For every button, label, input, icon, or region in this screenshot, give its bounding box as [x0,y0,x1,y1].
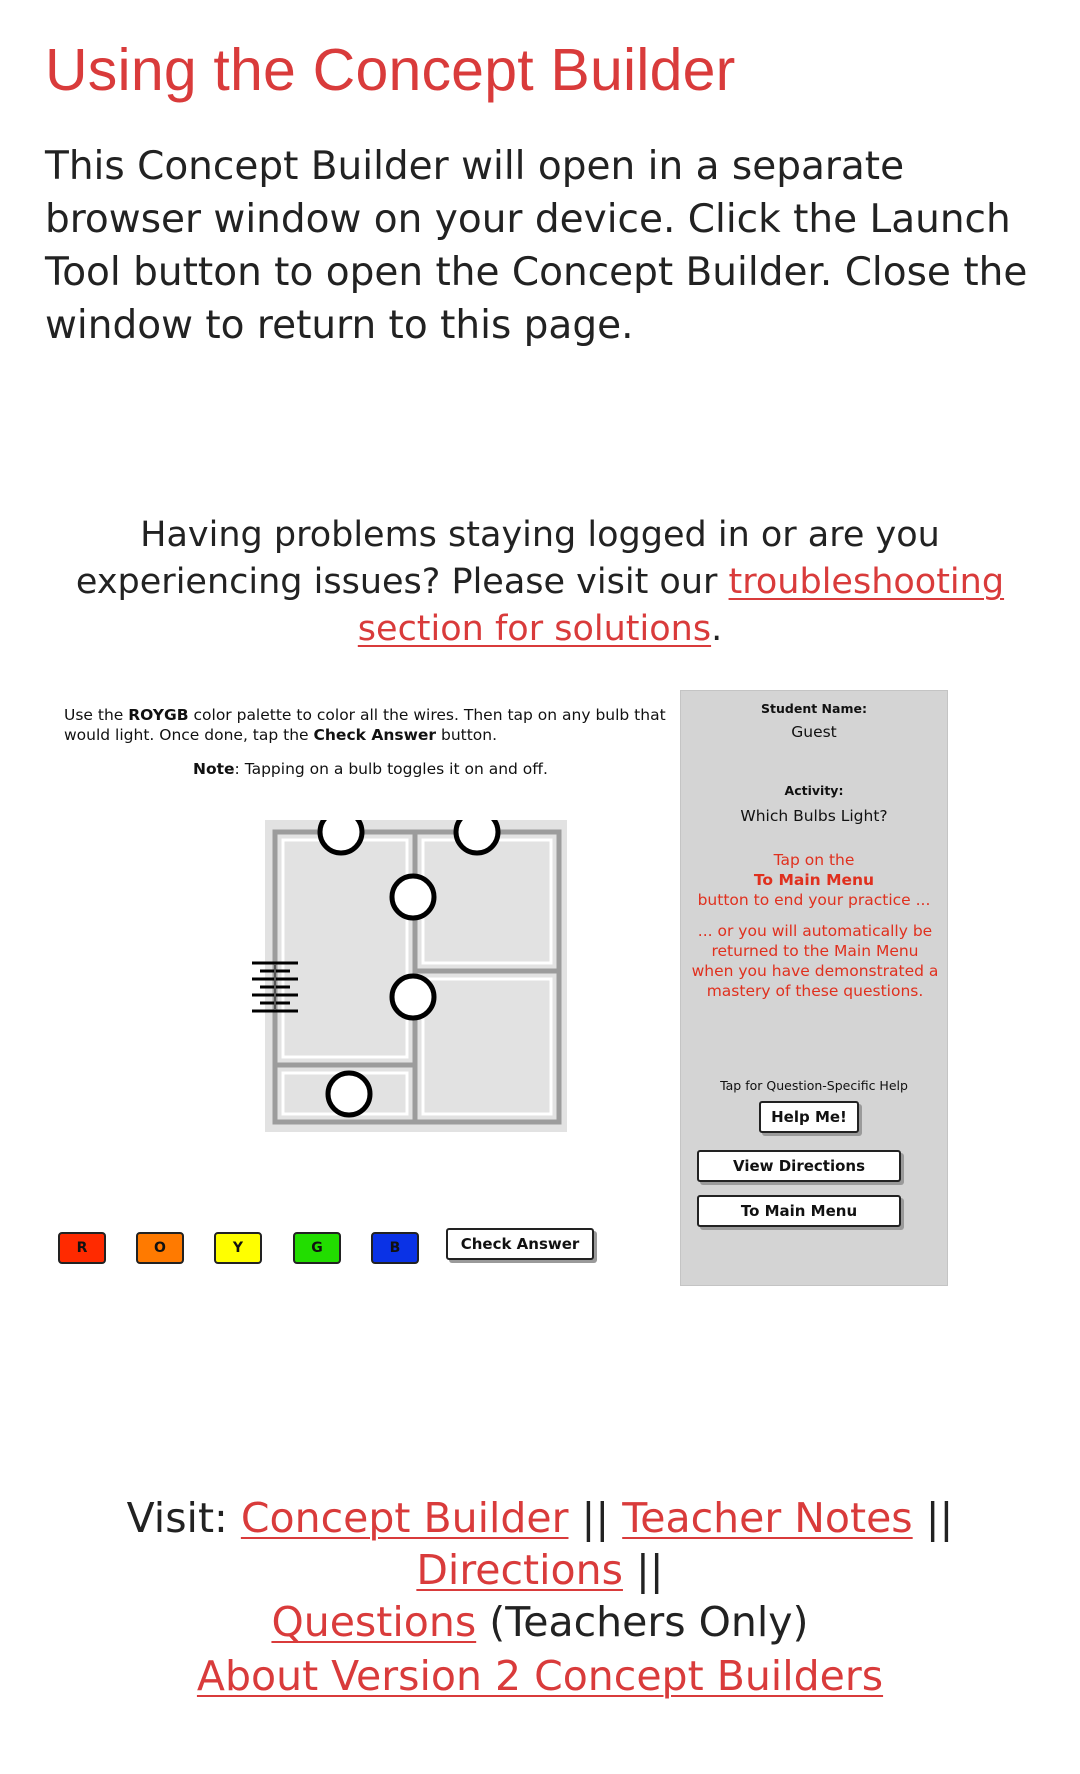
student-name-value: Guest [791,723,837,741]
note-text: : Tapping on a bulb toggles it on and off. [234,760,548,778]
circuit-diagram [188,820,608,1160]
palette-red-button[interactable]: R [58,1232,106,1264]
instructions [64,705,674,745]
end-practice-message [681,850,947,910]
intro-paragraph: This Concept Builder will open in a separate browser window on your device. Click the Launch Tool button to open the Concept Builder. Close the window to return to this page. [45,144,1028,348]
bulb-top-left[interactable] [320,820,362,853]
student-name-label: Student Name: [761,701,867,716]
note-label: Note [193,760,235,778]
end-practice-line-1: Tap on the [773,851,855,869]
palette-blue-button[interactable]: B [371,1232,419,1264]
help-hint: Tap for Question-Specific Help [720,1078,908,1093]
main-menu-button[interactable]: To Main Menu [697,1195,901,1227]
directions-link[interactable]: Directions [416,1546,623,1594]
instructions-text-1: Use the [64,706,129,724]
visit-prefix: Visit: [126,1494,241,1542]
about-v2-link[interactable]: About Version 2 Concept Builders [196,1652,884,1700]
bulb-middle-upper[interactable] [392,876,434,918]
bulb-bottom[interactable] [328,1073,370,1115]
check-answer-button[interactable]: Check Answer [446,1228,594,1260]
concept-builder-tool [48,690,958,1295]
teacher-notes-link[interactable]: Teacher Notes [622,1494,913,1542]
end-practice-line-2: To Main Menu [753,871,875,889]
visit-separator: || [568,1494,623,1542]
instructions-roygb: ROYGB [128,706,189,724]
visit-links [30,1492,1050,1648]
activity-label: Activity: [784,783,844,798]
troubleshooting-link[interactable]: troubleshooting section for solutions [357,562,1005,649]
view-directions-button[interactable]: View Directions [697,1150,901,1182]
questions-link[interactable]: Questions [271,1598,477,1646]
end-practice-line-3: button to end your practice ... [697,891,931,909]
instructions-text-3: button. [436,726,498,744]
about-v2-paragraph [30,1652,1050,1700]
help-me-button[interactable]: Help Me! [759,1101,859,1133]
troubleshooting-text: Having problems staying logged in or are you experiencing issues? Please visit our [75,515,940,602]
palette-orange-button[interactable]: O [136,1232,184,1264]
activity-name: Which Bulbs Light? [740,807,888,825]
side-panel [680,690,948,1286]
concept-builder-link[interactable]: Concept Builder [240,1494,569,1542]
visit-suffix: (Teachers Only) [476,1598,809,1646]
auto-return-message: ... or you will automatically be returned to the Main Menu when you have demonstrated a mastery of these questions. [691,922,939,1000]
visit-separator: || [912,1494,954,1542]
palette-green-button[interactable]: G [293,1232,341,1264]
page-title: Using the Concept Builder [45,37,736,103]
troubleshooting-period: . [711,609,723,649]
instructions-check-answer: Check Answer [313,726,437,744]
bulb-middle-lower[interactable] [392,976,434,1018]
troubleshooting-notice [60,512,1020,653]
palette-yellow-button[interactable]: Y [214,1232,262,1264]
instructions-text-2: color palette to color all the wires. Then tap on any bulb that would light. Once done, tap the [64,706,666,744]
visit-separator: || [622,1546,664,1594]
note [193,760,613,778]
bulb-top-right[interactable] [456,820,498,853]
